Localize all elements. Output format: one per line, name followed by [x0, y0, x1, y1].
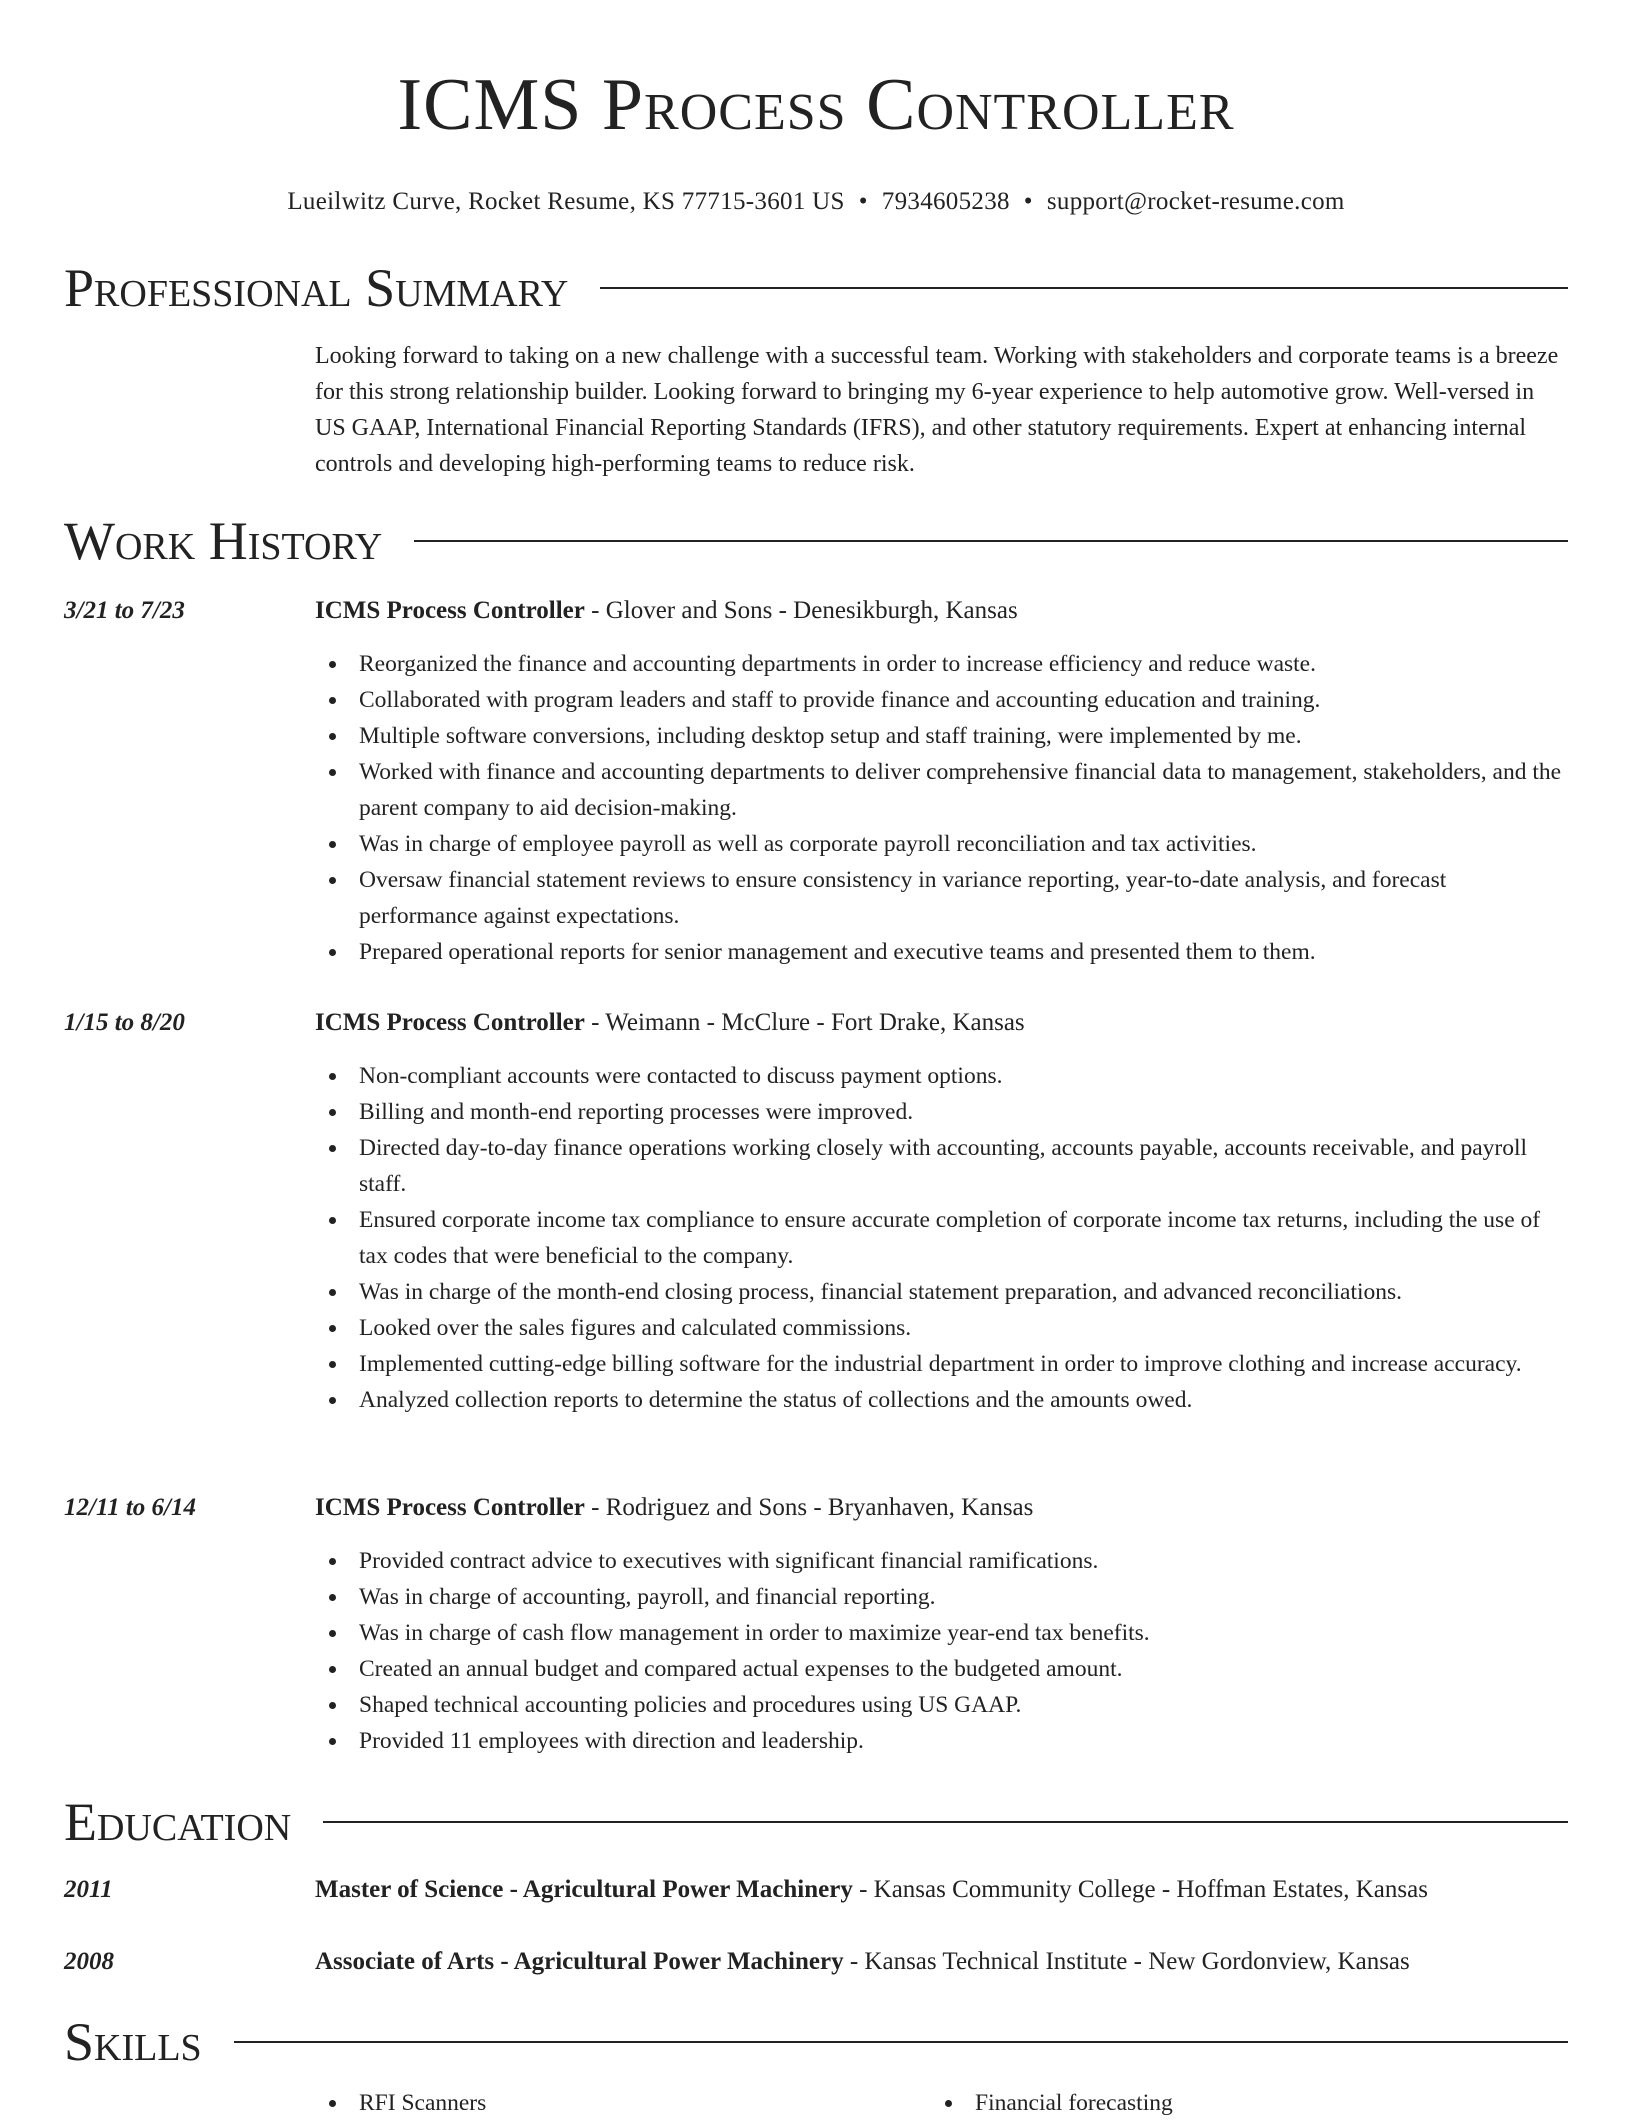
section-title: Skills: [64, 2012, 202, 2072]
section-divider: [323, 1821, 1568, 1823]
education-details: - Kansas Technical Institute - New Gordonview, Kansas: [843, 1948, 1410, 1975]
separator: •: [858, 188, 868, 215]
job-dates: 1/15 to 8/20: [64, 1009, 185, 1036]
resume-header: [0, 60, 1632, 218]
job-dates: 3/21 to 7/23: [64, 597, 185, 624]
job-bullets: [315, 1543, 1568, 1759]
list-item: Billing and month-end reporting processes were improved.: [359, 1094, 1568, 1130]
list-item: Looked over the sales figures and calculated commissions.: [359, 1310, 1568, 1346]
job-heading: [315, 593, 1568, 629]
education-details: - Kansas Community College - Hoffman Estates, Kansas: [852, 1876, 1428, 1903]
list-item: Non-compliant accounts were contacted to discuss payment options.: [359, 1058, 1568, 1094]
job-dates: 12/11 to 6/14: [64, 1494, 196, 1521]
list-item: Was in charge of accounting, payroll, and financial reporting.: [359, 1579, 1568, 1615]
education-year: 2011: [64, 1876, 113, 1903]
job-bullets: [315, 646, 1568, 970]
section-title: Work History: [64, 511, 383, 571]
list-item: Was in charge of cash flow management in order to maximize year-end tax benefits.: [359, 1615, 1568, 1651]
job-role: ICMS Process Controller: [315, 1494, 585, 1521]
skills-list: [315, 2085, 1568, 2121]
list-item: Provided contract advice to executives with significant financial ramifications.: [359, 1543, 1568, 1579]
education-year: 2008: [64, 1948, 114, 1975]
job-role: ICMS Process Controller: [315, 597, 585, 624]
contact-line: [0, 186, 1632, 218]
list-item: Multiple software conversions, including desktop setup and staff training, were implemented by me.: [359, 718, 1568, 754]
education-degree: Master of Science - Agricultural Power Machinery: [315, 1876, 853, 1903]
section-title: Education: [64, 1792, 292, 1852]
list-item: Was in charge of employee payroll as well as corporate payroll reconciliation and tax activities.: [359, 826, 1568, 862]
section-title: Professional Summary: [64, 258, 569, 318]
summary-text: Looking forward to taking on a new challenge with a successful team. Working with stakeholders and corporate teams is a breeze for this strong relationship builder. Looking forward to bringing my 6-year experience to help automotive grow. Well-versed in US GAAP, International Financial Reporting Standards (IFRS), and other statutory requirements. Expert at enhancing internal controls and developing high-performing teams to reduce risk.: [315, 343, 1559, 477]
phone: 7934605238: [881, 188, 1010, 215]
section-divider: [600, 287, 1568, 289]
skills-column-left: [315, 2085, 931, 2121]
skills-column-right: [931, 2085, 1547, 2121]
skill-item: RFI Scanners: [359, 2085, 931, 2121]
section-divider: [414, 540, 1568, 542]
list-item: Implemented cutting-edge billing software for the industrial department in order to improve clothing and increase accuracy.: [359, 1346, 1568, 1382]
list-item: Was in charge of the month-end closing process, financial statement preparation, and advanced reconciliations.: [359, 1274, 1568, 1310]
education-degree: Associate of Arts - Agricultural Power Machinery: [315, 1948, 844, 1975]
job-details: - Glover and Sons - Denesikburgh, Kansas: [584, 597, 1018, 624]
list-item: Directed day-to-day finance operations working closely with accounting, accounts payable, accounts receivable, and payroll staff.: [359, 1130, 1568, 1202]
job-details: - Rodriguez and Sons - Bryanhaven, Kansas: [584, 1494, 1034, 1521]
list-item: Analyzed collection reports to determine the status of collections and the amounts owed.: [359, 1382, 1568, 1418]
list-item: Created an annual budget and compared actual expenses to the budgeted amount.: [359, 1651, 1568, 1687]
candidate-title: ICMS Process Controller: [397, 64, 1235, 146]
section-divider: [234, 2041, 1568, 2043]
job-heading: [315, 1005, 1568, 1041]
list-item: Collaborated with program leaders and staff to provide finance and accounting education and training.: [359, 682, 1568, 718]
email: support@rocket-resume.com: [1046, 188, 1345, 215]
list-item: Prepared operational reports for senior management and executive teams and presented them to them.: [359, 934, 1568, 970]
work-section-header: [64, 511, 1568, 571]
education-section-header: [64, 1792, 1568, 1852]
education-heading: [315, 1944, 1568, 1980]
skill-item: Financial forecasting: [975, 2085, 1547, 2121]
list-item: Provided 11 employees with direction and leadership.: [359, 1723, 1568, 1759]
education-heading: [315, 1872, 1568, 1908]
separator: •: [1023, 188, 1033, 215]
list-item: Ensured corporate income tax compliance to ensure accurate completion of corporate income tax returns, including the use of tax codes that were beneficial to the company.: [359, 1202, 1568, 1274]
address: Lueilwitz Curve, Rocket Resume, KS 77715-3601 US: [287, 188, 845, 215]
job-details: - Weimann - McClure - Fort Drake, Kansas: [584, 1009, 1025, 1036]
list-item: Reorganized the finance and accounting departments in order to increase efficiency and reduce waste.: [359, 646, 1568, 682]
list-item: Shaped technical accounting policies and procedures using US GAAP.: [359, 1687, 1568, 1723]
skills-section-header: [64, 2012, 1568, 2072]
list-item: Worked with finance and accounting departments to deliver comprehensive financial data to management, stakeholders, and the parent company to aid decision-making.: [359, 754, 1568, 826]
list-item: Oversaw financial statement reviews to ensure consistency in variance reporting, year-to-date analysis, and forecast performance against expectations.: [359, 862, 1568, 934]
job-role: ICMS Process Controller: [315, 1009, 585, 1036]
summary-section-header: [64, 258, 1568, 318]
job-heading: [315, 1490, 1568, 1526]
job-bullets: [315, 1058, 1568, 1418]
